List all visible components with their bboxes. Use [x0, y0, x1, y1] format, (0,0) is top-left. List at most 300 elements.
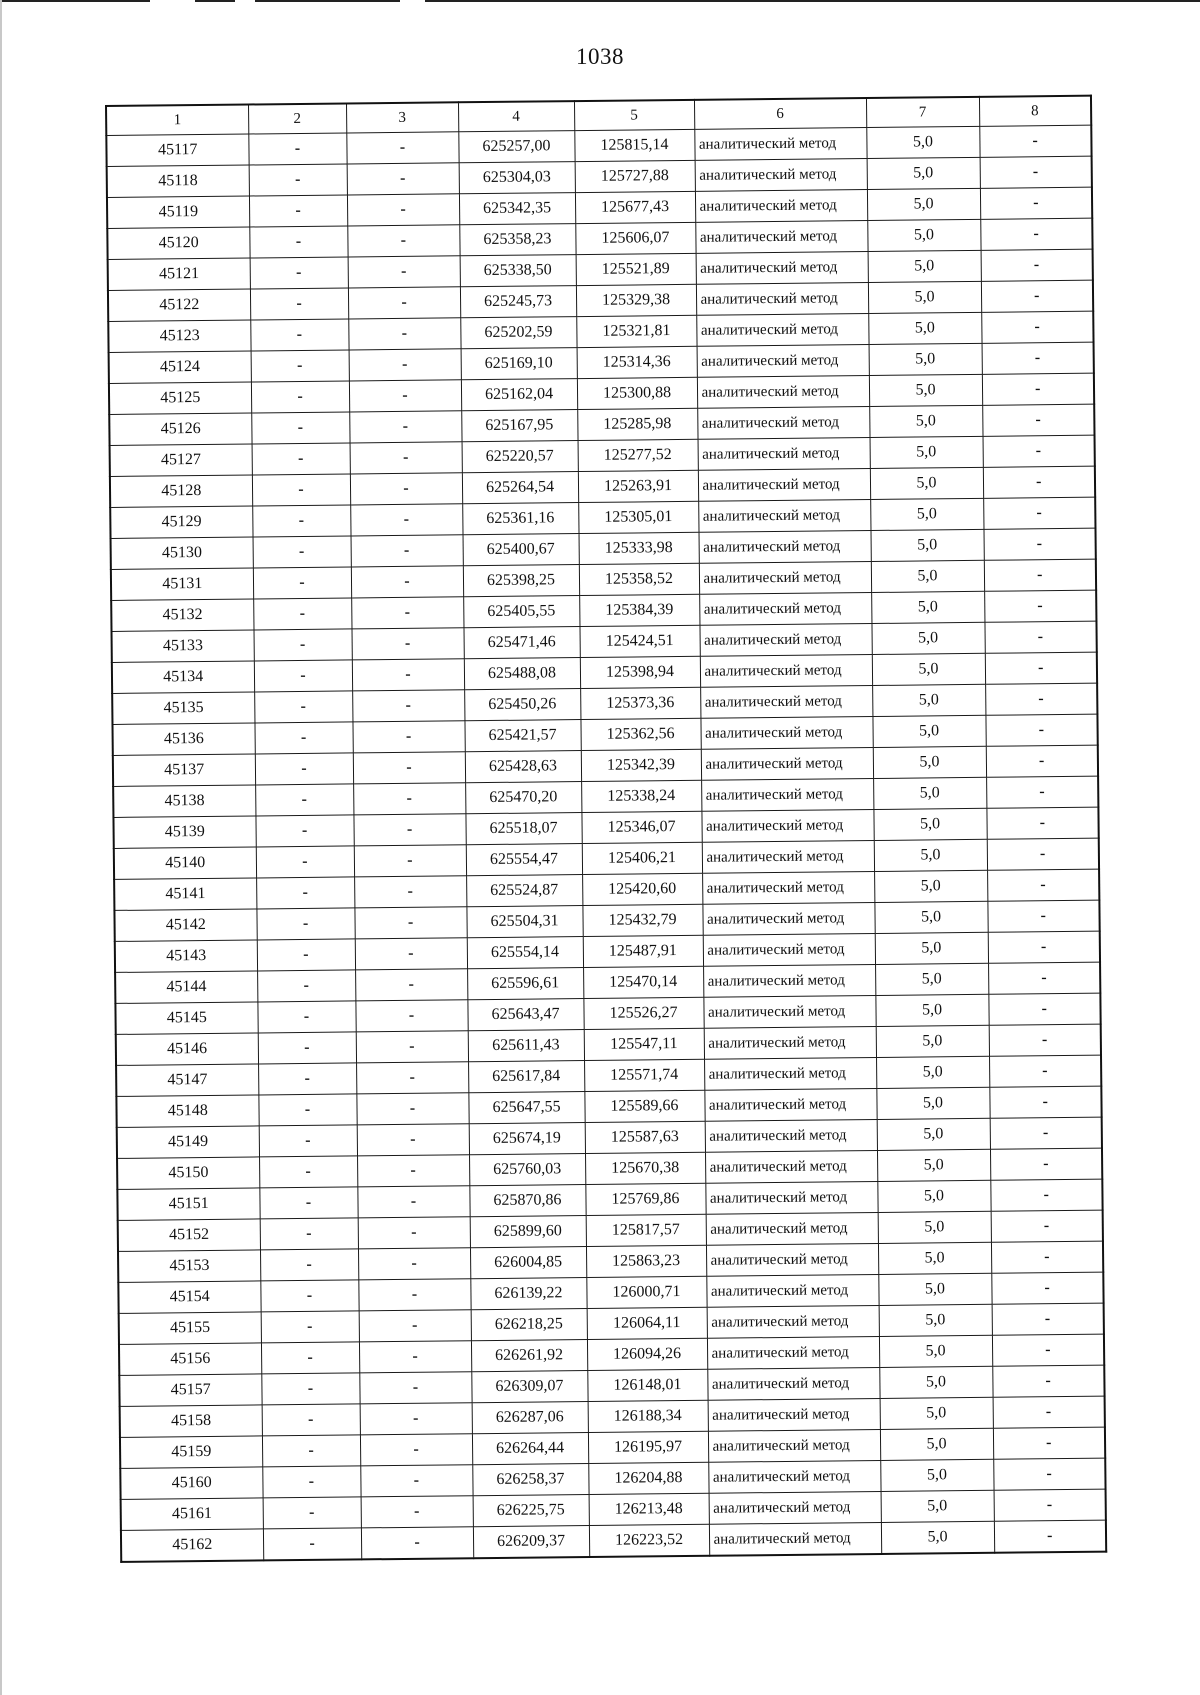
- col3-cell: -: [359, 1310, 471, 1342]
- point-number-cell: 45135: [112, 692, 254, 724]
- point-number-cell: 45147: [116, 1064, 258, 1096]
- coord-y-cell: 125305,01: [578, 501, 698, 533]
- coord-x-cell: 625643,47: [467, 999, 583, 1031]
- col3-cell: -: [352, 721, 464, 753]
- col3-cell: -: [353, 814, 465, 846]
- accuracy-cell: 5,0: [878, 1211, 991, 1243]
- col3-cell: -: [351, 597, 463, 629]
- point-number-cell: 45140: [114, 847, 256, 879]
- point-number-cell: 45136: [112, 723, 254, 755]
- coord-y-cell: 125358,52: [579, 563, 699, 595]
- point-number-cell: 45141: [114, 878, 256, 910]
- accuracy-cell: 5,0: [878, 1273, 991, 1305]
- coord-y-cell: 125300,88: [577, 377, 697, 409]
- col2-cell: -: [257, 1001, 355, 1033]
- point-number-cell: 45117: [106, 134, 248, 166]
- point-number-cell: 45128: [110, 475, 252, 507]
- method-cell: аналитический метод: [703, 933, 875, 966]
- col8-cell: -: [987, 869, 1099, 901]
- col8-cell: -: [991, 1210, 1103, 1242]
- accuracy-cell: 5,0: [868, 281, 981, 313]
- col8-cell: -: [982, 342, 1094, 374]
- method-cell: аналитический метод: [704, 1026, 876, 1059]
- col3-cell: -: [360, 1434, 472, 1466]
- method-cell: аналитический метод: [706, 1212, 878, 1245]
- coord-y-cell: 125277,52: [578, 439, 698, 471]
- coord-y-cell: 125329,38: [576, 284, 696, 316]
- method-cell: аналитический метод: [701, 747, 873, 780]
- col2-cell: -: [262, 1466, 360, 1498]
- col3-cell: -: [359, 1341, 471, 1373]
- method-cell: аналитический метод: [704, 1088, 876, 1121]
- accuracy-cell: 5,0: [879, 1366, 992, 1398]
- col3-cell: -: [346, 132, 458, 164]
- accuracy-cell: 5,0: [871, 622, 984, 654]
- accuracy-cell: 5,0: [879, 1335, 992, 1367]
- col2-cell: -: [254, 629, 352, 661]
- coordinates-table: [105, 95, 1107, 1563]
- col2-cell: -: [260, 1249, 358, 1281]
- col3-cell: -: [351, 566, 463, 598]
- method-cell: аналитический метод: [702, 840, 874, 873]
- point-number-cell: 45153: [118, 1250, 260, 1282]
- coord-x-cell: 625450,26: [464, 689, 580, 721]
- col2-cell: -: [258, 1094, 356, 1126]
- col3-cell: -: [352, 659, 464, 691]
- col8-cell: -: [992, 1334, 1104, 1366]
- point-number-cell: 45143: [115, 940, 257, 972]
- method-cell: аналитический метод: [699, 624, 871, 657]
- col2-cell: -: [259, 1125, 357, 1157]
- document-sheet: [105, 95, 1105, 1563]
- method-cell: аналитический метод: [696, 252, 868, 285]
- coord-y-cell: 125362,56: [580, 718, 700, 750]
- point-number-cell: 45137: [113, 754, 255, 786]
- coord-x-cell: 625257,00: [458, 131, 574, 163]
- col3-cell: -: [348, 318, 460, 350]
- method-cell: аналитический метод: [696, 283, 868, 316]
- coord-y-cell: 125333,98: [579, 532, 699, 564]
- col2-cell: -: [248, 133, 346, 165]
- point-number-cell: 45156: [119, 1343, 261, 1375]
- coord-y-cell: 125571,74: [584, 1059, 704, 1091]
- scan-top-rule: [0, 0, 150, 2]
- column-header: 6: [694, 98, 866, 129]
- coord-x-cell: 625760,03: [469, 1154, 585, 1186]
- point-number-cell: 45158: [120, 1405, 262, 1437]
- col8-cell: -: [990, 1117, 1102, 1149]
- accuracy-cell: 5,0: [876, 1056, 989, 1088]
- col3-cell: -: [349, 411, 461, 443]
- col8-cell: -: [989, 1024, 1101, 1056]
- col2-cell: -: [259, 1187, 357, 1219]
- col3-cell: -: [347, 194, 459, 226]
- coord-y-cell: 125432,79: [582, 904, 702, 936]
- accuracy-cell: 5,0: [872, 653, 985, 685]
- coord-x-cell: 625304,03: [459, 162, 575, 194]
- scan-left-rule: [0, 0, 2, 1695]
- col3-cell: -: [350, 473, 462, 505]
- accuracy-cell: 5,0: [872, 684, 985, 716]
- col2-cell: -: [256, 908, 354, 940]
- coord-x-cell: 625338,50: [460, 255, 576, 287]
- col3-cell: -: [348, 256, 460, 288]
- col8-cell: -: [987, 838, 1099, 870]
- coord-x-cell: 625264,54: [462, 472, 578, 504]
- col2-cell: -: [250, 319, 348, 351]
- col3-cell: -: [354, 876, 466, 908]
- coord-y-cell: 125314,36: [577, 346, 697, 378]
- method-cell: аналитический метод: [694, 128, 866, 161]
- col2-cell: -: [249, 226, 347, 258]
- col2-cell: -: [254, 722, 352, 754]
- method-cell: аналитический метод: [698, 438, 870, 471]
- col2-cell: -: [253, 567, 351, 599]
- col8-cell: -: [983, 466, 1095, 498]
- method-cell: аналитический метод: [698, 500, 870, 533]
- method-cell: аналитический метод: [701, 809, 873, 842]
- method-cell: аналитический метод: [701, 778, 873, 811]
- col3-cell: -: [355, 1000, 467, 1032]
- coord-y-cell: 125487,91: [583, 935, 703, 967]
- col8-cell: -: [983, 528, 1095, 560]
- coord-x-cell: 625398,25: [463, 565, 579, 597]
- point-number-cell: 45126: [109, 413, 251, 445]
- col3-cell: -: [358, 1217, 470, 1249]
- coord-y-cell: 126195,97: [588, 1431, 708, 1463]
- accuracy-cell: 5,0: [868, 250, 981, 282]
- coord-x-cell: 625167,95: [461, 410, 577, 442]
- coord-x-cell: 625470,20: [465, 782, 581, 814]
- col2-cell: -: [262, 1404, 360, 1436]
- coord-x-cell: 625471,46: [463, 627, 579, 659]
- col8-cell: -: [993, 1458, 1105, 1490]
- coord-x-cell: 625611,43: [468, 1030, 584, 1062]
- accuracy-cell: 5,0: [877, 1180, 990, 1212]
- col8-cell: -: [985, 714, 1097, 746]
- method-cell: аналитический метод: [708, 1460, 880, 1493]
- col8-cell: -: [988, 962, 1100, 994]
- accuracy-cell: 5,0: [878, 1242, 991, 1274]
- scan-top-rule: [425, 0, 1200, 2]
- col2-cell: -: [257, 970, 355, 1002]
- coord-y-cell: 125285,98: [577, 408, 697, 440]
- col8-cell: -: [982, 404, 1094, 436]
- accuracy-cell: 5,0: [869, 374, 982, 406]
- method-cell: аналитический метод: [695, 221, 867, 254]
- accuracy-cell: 5,0: [872, 715, 985, 747]
- coord-x-cell: 626209,37: [473, 1526, 589, 1559]
- col8-cell: -: [994, 1520, 1106, 1553]
- coord-y-cell: 126223,52: [589, 1524, 709, 1557]
- col2-cell: -: [260, 1280, 358, 1312]
- method-cell: аналитический метод: [697, 376, 869, 409]
- column-header: 4: [458, 101, 574, 132]
- point-number-cell: 45150: [117, 1157, 259, 1189]
- coord-x-cell: 626004,85: [470, 1247, 586, 1279]
- coord-y-cell: 125589,66: [584, 1090, 704, 1122]
- col8-cell: -: [994, 1489, 1106, 1521]
- coord-y-cell: 125769,86: [585, 1183, 705, 1215]
- col8-cell: -: [990, 1179, 1102, 1211]
- col3-cell: -: [347, 163, 459, 195]
- accuracy-cell: 5,0: [874, 870, 987, 902]
- point-number-cell: 45159: [120, 1436, 262, 1468]
- accuracy-cell: 5,0: [870, 498, 983, 530]
- coord-y-cell: 125587,63: [585, 1121, 705, 1153]
- coord-x-cell: 625899,60: [470, 1216, 586, 1248]
- page-number: 1038: [576, 44, 624, 69]
- col8-cell: -: [986, 807, 1098, 839]
- col8-cell: -: [980, 187, 1092, 219]
- col8-cell: -: [986, 776, 1098, 808]
- coord-x-cell: 626258,37: [472, 1464, 588, 1496]
- col2-cell: -: [260, 1218, 358, 1250]
- column-header: 7: [866, 97, 979, 128]
- col3-cell: -: [354, 845, 466, 877]
- coord-y-cell: 125321,81: [576, 315, 696, 347]
- coord-x-cell: 625647,55: [468, 1092, 584, 1124]
- col3-cell: -: [356, 1062, 468, 1094]
- coord-y-cell: 126000,71: [586, 1276, 706, 1308]
- coord-x-cell: 625169,10: [461, 348, 577, 380]
- col3-cell: -: [355, 938, 467, 970]
- coord-x-cell: 625358,23: [459, 224, 575, 256]
- coord-x-cell: 625361,16: [462, 503, 578, 535]
- method-cell: аналитический метод: [697, 345, 869, 378]
- coord-y-cell: 126188,34: [588, 1400, 708, 1432]
- point-number-cell: 45151: [117, 1188, 259, 1220]
- col2-cell: -: [250, 288, 348, 320]
- method-cell: аналитический метод: [705, 1119, 877, 1152]
- coord-y-cell: 125384,39: [579, 594, 699, 626]
- accuracy-cell: 5,0: [867, 219, 980, 251]
- accuracy-cell: 5,0: [871, 560, 984, 592]
- point-number-cell: 45121: [108, 258, 250, 290]
- coord-x-cell: 625596,61: [467, 968, 583, 1000]
- col8-cell: -: [984, 621, 1096, 653]
- col8-cell: -: [993, 1396, 1105, 1428]
- col3-cell: -: [354, 907, 466, 939]
- coord-y-cell: 126213,48: [589, 1493, 709, 1525]
- method-cell: аналитический метод: [700, 655, 872, 688]
- coord-x-cell: 625518,07: [465, 813, 581, 845]
- method-cell: аналитический метод: [709, 1491, 881, 1524]
- method-cell: аналитический метод: [703, 995, 875, 1028]
- col2-cell: -: [258, 1063, 356, 1095]
- accuracy-cell: 5,0: [870, 467, 983, 499]
- coord-y-cell: 125817,57: [586, 1214, 706, 1246]
- col2-cell: -: [261, 1373, 359, 1405]
- col2-cell: -: [257, 939, 355, 971]
- method-cell: аналитический метод: [705, 1150, 877, 1183]
- column-header: 8: [979, 96, 1091, 127]
- point-number-cell: 45127: [110, 444, 252, 476]
- point-number-cell: 45157: [119, 1374, 261, 1406]
- col8-cell: -: [983, 435, 1095, 467]
- accuracy-cell: 5,0: [870, 529, 983, 561]
- accuracy-cell: 5,0: [868, 312, 981, 344]
- point-number-cell: 45132: [111, 599, 253, 631]
- point-number-cell: 45134: [112, 661, 254, 693]
- coord-y-cell: 126094,26: [587, 1338, 707, 1370]
- coord-y-cell: 125398,94: [580, 656, 700, 688]
- coord-x-cell: 625421,57: [464, 720, 580, 752]
- coord-y-cell: 125263,91: [578, 470, 698, 502]
- point-number-cell: 45138: [113, 785, 255, 817]
- col2-cell: -: [263, 1497, 361, 1529]
- col8-cell: -: [993, 1427, 1105, 1459]
- col8-cell: -: [985, 683, 1097, 715]
- coord-x-cell: 626225,75: [473, 1495, 589, 1527]
- method-cell: аналитический метод: [707, 1336, 879, 1369]
- coord-y-cell: 125815,14: [574, 129, 694, 161]
- method-cell: аналитический метод: [700, 685, 872, 718]
- col3-cell: -: [357, 1186, 469, 1218]
- col2-cell: -: [252, 505, 350, 537]
- col2-cell: -: [251, 412, 349, 444]
- accuracy-cell: 5,0: [880, 1459, 993, 1491]
- method-cell: аналитический метод: [707, 1367, 879, 1400]
- coord-x-cell: 625202,59: [460, 317, 576, 349]
- col3-cell: -: [352, 690, 464, 722]
- coord-y-cell: 125521,89: [576, 253, 696, 285]
- coord-y-cell: 125670,38: [585, 1152, 705, 1184]
- col3-cell: -: [347, 225, 459, 257]
- col8-cell: -: [981, 311, 1093, 343]
- coord-y-cell: 126064,11: [587, 1307, 707, 1339]
- col3-cell: -: [353, 783, 465, 815]
- point-number-cell: 45133: [112, 630, 254, 662]
- coord-x-cell: 626139,22: [470, 1278, 586, 1310]
- point-number-cell: 45129: [110, 506, 252, 538]
- table-body: [106, 125, 1106, 1562]
- point-number-cell: 45123: [108, 320, 250, 352]
- coord-x-cell: 625554,47: [466, 844, 582, 876]
- col8-cell: -: [991, 1241, 1103, 1273]
- method-cell: аналитический метод: [695, 190, 867, 223]
- accuracy-cell: 5,0: [869, 405, 982, 437]
- point-number-cell: 45148: [116, 1095, 258, 1127]
- col2-cell: -: [250, 257, 348, 289]
- col2-cell: -: [253, 536, 351, 568]
- coord-x-cell: 625428,63: [465, 751, 581, 783]
- accuracy-cell: 5,0: [880, 1397, 993, 1429]
- method-cell: аналитический метод: [699, 531, 871, 564]
- coord-x-cell: 625524,87: [466, 875, 582, 907]
- coord-y-cell: 125373,36: [580, 687, 700, 719]
- col3-cell: -: [351, 535, 463, 567]
- coord-y-cell: 125420,60: [582, 873, 702, 905]
- accuracy-cell: 5,0: [873, 746, 986, 778]
- col8-cell: -: [984, 590, 1096, 622]
- coord-x-cell: 625220,57: [462, 441, 578, 473]
- col8-cell: -: [981, 280, 1093, 312]
- col3-cell: -: [360, 1403, 472, 1435]
- col2-cell: -: [256, 846, 354, 878]
- col8-cell: -: [980, 218, 1092, 250]
- point-number-cell: 45118: [107, 165, 249, 197]
- col2-cell: -: [263, 1528, 361, 1561]
- method-cell: аналитический метод: [699, 593, 871, 626]
- col2-cell: -: [256, 877, 354, 909]
- accuracy-cell: 5,0: [875, 932, 988, 964]
- col8-cell: -: [989, 1055, 1101, 1087]
- point-number-cell: 45139: [113, 816, 255, 848]
- col2-cell: -: [253, 598, 351, 630]
- method-cell: аналитический метод: [706, 1274, 878, 1307]
- point-number-cell: 45154: [118, 1281, 260, 1313]
- point-number-cell: 45160: [120, 1467, 262, 1499]
- col2-cell: -: [262, 1435, 360, 1467]
- column-header: 1: [106, 105, 248, 136]
- point-number-cell: 45130: [111, 537, 253, 569]
- col3-cell: -: [350, 442, 462, 474]
- method-cell: аналитический метод: [702, 902, 874, 935]
- accuracy-cell: 5,0: [871, 591, 984, 623]
- accuracy-cell: 5,0: [879, 1304, 992, 1336]
- col2-cell: -: [251, 381, 349, 413]
- point-number-cell: 45120: [107, 227, 249, 259]
- col8-cell: -: [990, 1148, 1102, 1180]
- accuracy-cell: 5,0: [867, 157, 980, 189]
- col2-cell: -: [261, 1342, 359, 1374]
- accuracy-cell: 5,0: [881, 1490, 994, 1522]
- col2-cell: -: [249, 164, 347, 196]
- accuracy-cell: 5,0: [873, 808, 986, 840]
- accuracy-cell: 5,0: [876, 1025, 989, 1057]
- method-cell: аналитический метод: [707, 1305, 879, 1338]
- method-cell: аналитический метод: [699, 562, 871, 595]
- col3-cell: -: [356, 1093, 468, 1125]
- col2-cell: -: [255, 753, 353, 785]
- col8-cell: -: [981, 249, 1093, 281]
- point-number-cell: 45146: [116, 1033, 258, 1065]
- coord-y-cell: 125346,07: [581, 811, 701, 843]
- coord-x-cell: 625870,86: [469, 1185, 585, 1217]
- col2-cell: -: [249, 195, 347, 227]
- coord-x-cell: 625554,14: [467, 937, 583, 969]
- coord-x-cell: 626261,92: [471, 1340, 587, 1372]
- coord-x-cell: 625504,31: [466, 906, 582, 938]
- coord-x-cell: 625342,35: [459, 193, 575, 225]
- col8-cell: -: [986, 745, 1098, 777]
- coord-y-cell: 125606,07: [575, 222, 695, 254]
- accuracy-cell: 5,0: [875, 994, 988, 1026]
- coord-y-cell: 126148,01: [587, 1369, 707, 1401]
- accuracy-cell: 5,0: [877, 1149, 990, 1181]
- coord-y-cell: 125424,51: [579, 625, 699, 657]
- col8-cell: -: [991, 1272, 1103, 1304]
- method-cell: аналитический метод: [708, 1429, 880, 1462]
- coord-x-cell: 625245,73: [460, 286, 576, 318]
- column-header: 3: [346, 102, 458, 133]
- col8-cell: -: [985, 652, 1097, 684]
- col2-cell: -: [252, 474, 350, 506]
- point-number-cell: 45145: [115, 1002, 257, 1034]
- method-cell: аналитический метод: [696, 314, 868, 347]
- accuracy-cell: 5,0: [873, 777, 986, 809]
- accuracy-cell: 5,0: [875, 963, 988, 995]
- col8-cell: -: [983, 497, 1095, 529]
- coord-x-cell: 625488,08: [464, 658, 580, 690]
- col2-cell: -: [259, 1156, 357, 1188]
- col3-cell: -: [356, 1031, 468, 1063]
- method-cell: аналитический метод: [703, 964, 875, 997]
- col2-cell: -: [251, 350, 349, 382]
- col2-cell: -: [252, 443, 350, 475]
- method-cell: аналитический метод: [702, 871, 874, 904]
